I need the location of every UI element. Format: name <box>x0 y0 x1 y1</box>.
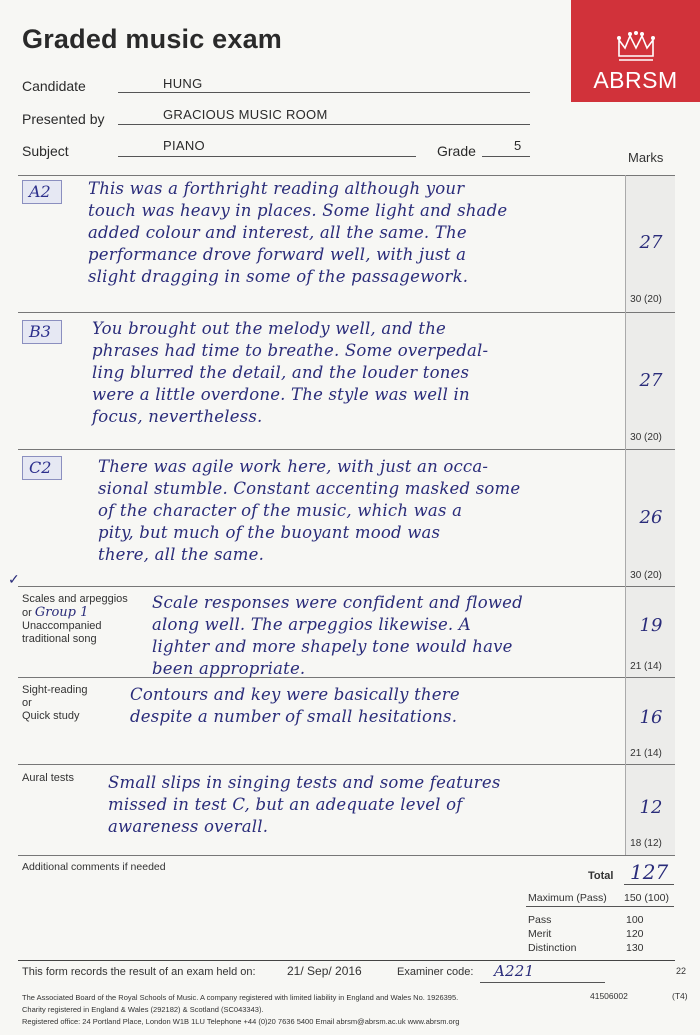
scales-label-line: traditional song <box>22 633 97 645</box>
aural-mark: 12 <box>639 797 663 818</box>
examiner-code-line <box>480 982 605 983</box>
comment-line: despite a number of small hesitations. <box>130 707 458 726</box>
legal-line-2: Charity registered in England & Wales (292182) & Scotland (SC043343). <box>22 1005 264 1014</box>
comment-line: missed in test C, but an adequate level of <box>108 795 463 814</box>
comment-line: ling blurred the detail, and the louder tones <box>92 363 470 382</box>
piece-comment-a2 <box>88 178 507 288</box>
sight-reading-label <box>22 684 87 723</box>
examiner-code-value: A221 <box>494 962 535 980</box>
sight-label-line: Quick study <box>22 710 80 722</box>
piece-comment-b3 <box>92 318 488 428</box>
sight-reading-max: 21 (14) <box>630 748 662 759</box>
scales-label-line: Unaccompanied <box>22 620 102 632</box>
exam-date: 21/ Sep/ 2016 <box>287 964 362 978</box>
comment-line: of the character of the music, which was a <box>98 501 463 520</box>
aural-label: Aural tests <box>22 772 74 784</box>
distinction-value: 130 <box>626 942 644 954</box>
sight-label-line: Sight-reading <box>22 684 88 696</box>
comment-line: There was agile work here, with just an occa- <box>98 457 489 476</box>
scales-comment <box>152 592 523 680</box>
comment-line: along well. The arpeggios likewise. A <box>152 615 471 634</box>
presented-by-value: GRACIOUS MUSIC ROOM <box>163 107 328 122</box>
merit-label: Merit <box>528 928 552 940</box>
divider <box>18 586 675 587</box>
total-line <box>624 884 674 885</box>
piece-code-b3: B3 <box>22 320 62 344</box>
piece-max-b3: 30 (20) <box>630 432 662 443</box>
comment-line: phrases had time to breathe. Some overpedal- <box>92 341 489 360</box>
sight-reading-comment <box>130 684 460 728</box>
comment-line: pity, but much of the buoyant mood was <box>98 523 441 542</box>
scales-label-line <box>22 606 128 620</box>
comment-line: lighter and more shapely tone would have <box>152 637 513 656</box>
subject-label: Subject <box>22 143 69 159</box>
comment-line: Scale responses were confident and flowed <box>152 593 523 612</box>
candidate-line <box>118 92 530 93</box>
comment-line: been appropriate. <box>152 659 306 678</box>
aural-max: 18 (12) <box>630 838 662 849</box>
maximum-line <box>526 906 674 907</box>
scales-max: 21 (14) <box>630 661 662 672</box>
legal-line-3: Registered office: 24 Portland Place, London W1B 1LU Telephone +44 (0)20 7636 5400 Email abrsm@abrsm.ac.uk www.abrsm.org <box>22 1017 460 1026</box>
or-text: or <box>22 607 32 619</box>
footer-divider <box>18 960 675 961</box>
comment-line: You brought out the melody well, and the <box>92 319 447 338</box>
comment-line: performance drove forward well, with just a <box>88 245 467 264</box>
maximum-value: 150 (100) <box>624 892 669 904</box>
comment-line: focus, nevertheless. <box>92 407 263 426</box>
grade-label: Grade <box>437 143 476 159</box>
piece-mark-a2: 27 <box>639 232 663 253</box>
sight-reading-mark: 16 <box>639 707 663 728</box>
sight-label-line: or <box>22 697 32 709</box>
piece-mark-b3: 27 <box>639 370 663 391</box>
distinction-label: Distinction <box>528 942 577 954</box>
grade-line <box>482 156 530 157</box>
record-text: This form records the result of an exam held on: <box>22 966 256 978</box>
page-number: 22 <box>676 966 687 976</box>
scales-label-line: Scales and arpeggios <box>22 593 128 605</box>
total-label: Total <box>588 870 614 882</box>
subject-value: PIANO <box>163 138 205 153</box>
abrsm-logo <box>571 0 700 102</box>
subject-line <box>118 156 416 157</box>
piece-code-a2: A2 <box>22 180 62 204</box>
pass-label: Pass <box>528 914 552 926</box>
total-value: 127 <box>630 860 669 884</box>
aural-comment <box>108 772 501 838</box>
comment-line: Contours and key were basically there <box>130 685 460 704</box>
presented-by-label: Presented by <box>22 111 105 127</box>
comment-line: added colour and interest, all the same. The <box>88 223 467 242</box>
piece-max-c2: 30 (20) <box>630 570 662 581</box>
merit-value: 120 <box>626 928 644 940</box>
comment-line: This was a forthright reading although your <box>88 179 465 198</box>
additional-comments-label: Additional comments if needed <box>22 861 166 873</box>
examiner-code-label: Examiner code: <box>397 966 474 978</box>
comment-line: sional stumble. Constant accenting masked some <box>98 479 521 498</box>
divider <box>18 449 675 450</box>
candidate-label: Candidate <box>22 78 86 94</box>
marks-header: Marks <box>628 150 664 165</box>
legal-line-1: The Associated Board of the Royal Schools of Music. A company registered with limited liability in England and Wales No. 1926395. <box>22 993 459 1002</box>
comment-line: there, all the same. <box>98 545 265 564</box>
piece-code-c2: C2 <box>22 456 62 480</box>
form-code: (T4) <box>672 991 688 1001</box>
page-title: Graded music exam <box>22 24 283 54</box>
piece-mark-c2: 26 <box>639 507 663 528</box>
divider <box>18 312 675 313</box>
divider <box>18 175 675 176</box>
divider <box>18 855 675 856</box>
comment-line: were a little overdone. The style was well in <box>92 385 470 404</box>
comment-line: touch was heavy in places. Some light and shade <box>88 201 508 220</box>
comment-line: slight dragging in some of the passagework. <box>88 267 469 286</box>
scales-mark: 19 <box>639 615 663 636</box>
group-choice: Group 1 <box>34 605 89 620</box>
crown-icon <box>615 30 657 64</box>
form-number: 41506002 <box>590 991 628 1001</box>
candidate-value: HUNG <box>163 76 203 91</box>
comment-line: Small slips in singing tests and some features <box>108 773 501 792</box>
piece-max-a2: 30 (20) <box>630 294 662 305</box>
maximum-label: Maximum (Pass) <box>528 892 607 904</box>
logo-text: ABRSM <box>593 67 678 93</box>
presented-by-line <box>118 124 530 125</box>
scales-label <box>22 593 128 646</box>
divider <box>18 764 675 765</box>
piece-comment-c2 <box>98 456 520 566</box>
grade-value: 5 <box>514 138 522 153</box>
comment-line: awareness overall. <box>108 817 269 836</box>
pass-value: 100 <box>626 914 644 926</box>
check-mark-icon: ✓ <box>8 572 20 588</box>
